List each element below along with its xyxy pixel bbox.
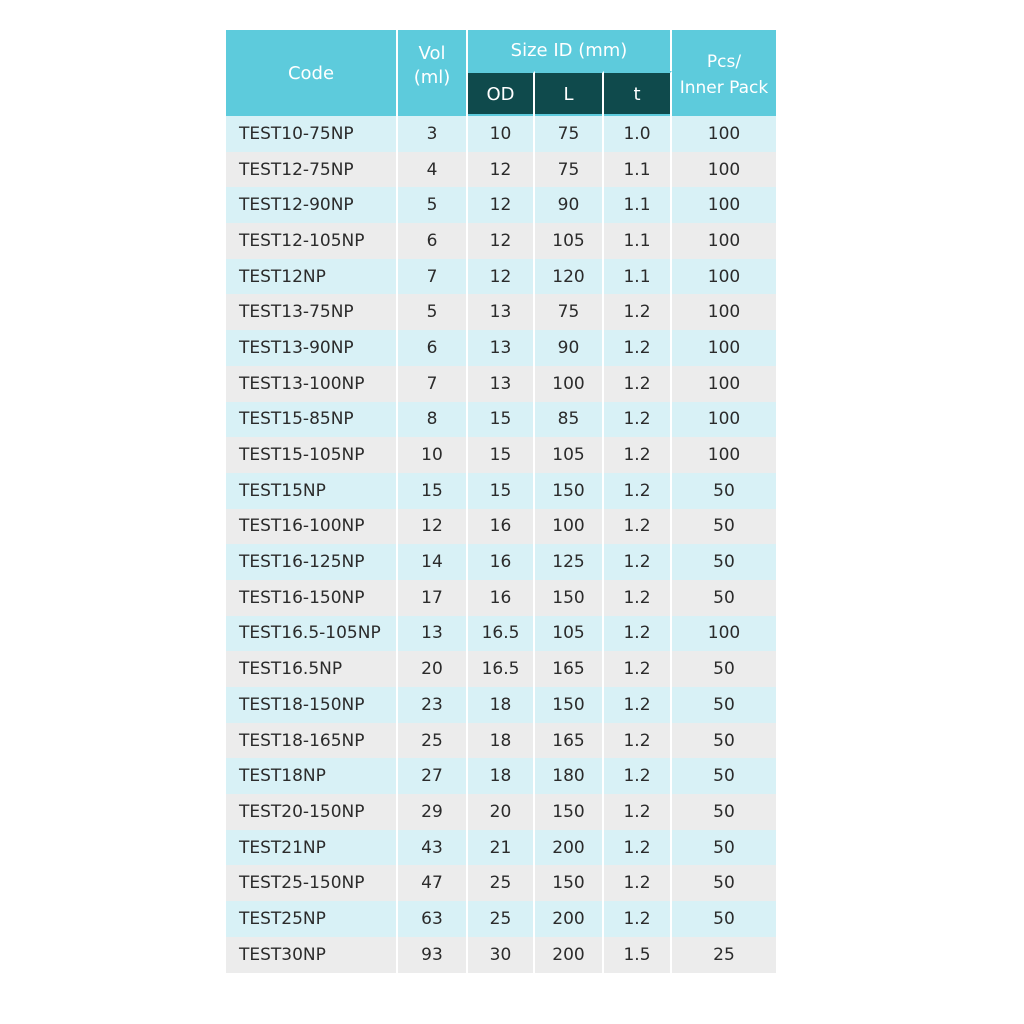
column-header-code: [226, 30, 398, 116]
cell-vol: 6: [398, 330, 468, 366]
cell-pcs: 100: [672, 330, 776, 366]
cell-code: TEST13-75NP: [226, 294, 398, 330]
cell-code: TEST13-90NP: [226, 330, 398, 366]
cell-od: 15: [468, 402, 535, 438]
cell-t: 1.2: [604, 294, 672, 330]
column-header-vol-line2: (ml): [413, 67, 451, 88]
cell-vol: 43: [398, 830, 468, 866]
cell-code: TEST15NP: [226, 473, 398, 509]
cell-code: TEST16.5-105NP: [226, 616, 398, 652]
cell-l: 100: [535, 366, 604, 402]
cell-od: 30: [468, 937, 535, 973]
cell-vol: 27: [398, 758, 468, 794]
cell-l: 105: [535, 437, 604, 473]
cell-code: TEST25NP: [226, 901, 398, 937]
column-header-od-label: OD: [486, 84, 515, 105]
cell-code: TEST30NP: [226, 937, 398, 973]
column-header-od: [468, 71, 535, 116]
cell-vol: 20: [398, 651, 468, 687]
cell-pcs: 100: [672, 152, 776, 188]
column-header-t: [604, 71, 672, 116]
cell-vol: 25: [398, 723, 468, 759]
column-header-vol-line1: Vol: [418, 43, 446, 64]
cell-l: 85: [535, 402, 604, 438]
cell-od: 12: [468, 187, 535, 223]
cell-od: 12: [468, 152, 535, 188]
spec-table: [226, 30, 776, 973]
cell-pcs: 100: [672, 223, 776, 259]
cell-t: 1.2: [604, 794, 672, 830]
cell-l: 75: [535, 152, 604, 188]
cell-vol: 63: [398, 901, 468, 937]
cell-vol: 8: [398, 402, 468, 438]
cell-l: 120: [535, 259, 604, 295]
cell-od: 12: [468, 259, 535, 295]
cell-pcs: 50: [672, 580, 776, 616]
cell-od: 18: [468, 687, 535, 723]
cell-t: 1.2: [604, 651, 672, 687]
cell-t: 1.2: [604, 616, 672, 652]
cell-t: 1.2: [604, 473, 672, 509]
cell-pcs: 100: [672, 366, 776, 402]
cell-od: 25: [468, 865, 535, 901]
cell-pcs: 100: [672, 116, 776, 152]
cell-pcs: 50: [672, 723, 776, 759]
cell-code: TEST15-85NP: [226, 402, 398, 438]
cell-pcs: 50: [672, 865, 776, 901]
cell-pcs: 100: [672, 402, 776, 438]
cell-t: 1.1: [604, 187, 672, 223]
cell-pcs: 50: [672, 544, 776, 580]
cell-code: TEST18-165NP: [226, 723, 398, 759]
cell-pcs: 50: [672, 758, 776, 794]
cell-code: TEST12-75NP: [226, 152, 398, 188]
cell-l: 200: [535, 937, 604, 973]
cell-pcs: 25: [672, 937, 776, 973]
cell-vol: 93: [398, 937, 468, 973]
cell-od: 16: [468, 580, 535, 616]
cell-pcs: 50: [672, 794, 776, 830]
cell-vol: 3: [398, 116, 468, 152]
cell-t: 1.2: [604, 901, 672, 937]
cell-od: 12: [468, 223, 535, 259]
cell-vol: 13: [398, 616, 468, 652]
cell-od: 10: [468, 116, 535, 152]
column-header-pcs-line1: Pcs/: [706, 52, 742, 72]
cell-pcs: 100: [672, 616, 776, 652]
cell-pcs: 50: [672, 651, 776, 687]
cell-vol: 5: [398, 294, 468, 330]
cell-t: 1.2: [604, 723, 672, 759]
column-header-l: [535, 71, 604, 116]
cell-t: 1.2: [604, 544, 672, 580]
cell-od: 15: [468, 437, 535, 473]
cell-t: 1.2: [604, 402, 672, 438]
cell-l: 90: [535, 330, 604, 366]
cell-pcs: 50: [672, 687, 776, 723]
cell-code: TEST18-150NP: [226, 687, 398, 723]
column-header-t-label: t: [633, 84, 641, 105]
cell-t: 1.2: [604, 580, 672, 616]
cell-od: 15: [468, 473, 535, 509]
cell-l: 200: [535, 830, 604, 866]
cell-od: 25: [468, 901, 535, 937]
cell-t: 1.2: [604, 830, 672, 866]
cell-od: 18: [468, 758, 535, 794]
cell-l: 105: [535, 616, 604, 652]
cell-t: 1.2: [604, 330, 672, 366]
cell-vol: 10: [398, 437, 468, 473]
cell-t: 1.2: [604, 437, 672, 473]
cell-code: TEST15-105NP: [226, 437, 398, 473]
cell-l: 75: [535, 116, 604, 152]
cell-od: 21: [468, 830, 535, 866]
cell-t: 1.2: [604, 687, 672, 723]
cell-vol: 15: [398, 473, 468, 509]
cell-od: 16.5: [468, 616, 535, 652]
cell-t: 1.5: [604, 937, 672, 973]
cell-t: 1.1: [604, 223, 672, 259]
cell-vol: 29: [398, 794, 468, 830]
cell-pcs: 100: [672, 294, 776, 330]
cell-l: 165: [535, 651, 604, 687]
cell-t: 1.0: [604, 116, 672, 152]
cell-code: TEST16-100NP: [226, 509, 398, 545]
cell-pcs: 100: [672, 437, 776, 473]
cell-t: 1.2: [604, 366, 672, 402]
cell-code: TEST20-150NP: [226, 794, 398, 830]
cell-l: 75: [535, 294, 604, 330]
cell-t: 1.2: [604, 509, 672, 545]
cell-pcs: 50: [672, 830, 776, 866]
cell-l: 150: [535, 687, 604, 723]
cell-pcs: 100: [672, 187, 776, 223]
column-header-pcs-inner-pack: [672, 30, 776, 116]
cell-pcs: 50: [672, 509, 776, 545]
cell-code: TEST18NP: [226, 758, 398, 794]
cell-od: 13: [468, 330, 535, 366]
cell-l: 180: [535, 758, 604, 794]
cell-pcs: 50: [672, 901, 776, 937]
cell-od: 13: [468, 294, 535, 330]
cell-code: TEST13-100NP: [226, 366, 398, 402]
column-header-size-id: [468, 30, 672, 71]
cell-l: 100: [535, 509, 604, 545]
cell-vol: 4: [398, 152, 468, 188]
cell-l: 150: [535, 794, 604, 830]
cell-code: TEST16-125NP: [226, 544, 398, 580]
cell-l: 90: [535, 187, 604, 223]
column-header-size-id-label: Size ID (mm): [510, 40, 628, 61]
cell-vol: 47: [398, 865, 468, 901]
cell-vol: 6: [398, 223, 468, 259]
cell-l: 125: [535, 544, 604, 580]
cell-t: 1.1: [604, 259, 672, 295]
column-header-code-label: Code: [287, 62, 335, 84]
cell-vol: 14: [398, 544, 468, 580]
cell-code: TEST16.5NP: [226, 651, 398, 687]
cell-code: TEST12-105NP: [226, 223, 398, 259]
cell-code: TEST12-90NP: [226, 187, 398, 223]
cell-l: 105: [535, 223, 604, 259]
cell-vol: 23: [398, 687, 468, 723]
column-header-pcs-line2: Inner Pack: [679, 78, 769, 98]
cell-l: 200: [535, 901, 604, 937]
cell-vol: 7: [398, 366, 468, 402]
cell-code: TEST16-150NP: [226, 580, 398, 616]
column-header-l-label: L: [563, 84, 574, 105]
cell-pcs: 100: [672, 259, 776, 295]
cell-t: 1.2: [604, 758, 672, 794]
cell-code: TEST21NP: [226, 830, 398, 866]
cell-vol: 17: [398, 580, 468, 616]
cell-t: 1.2: [604, 865, 672, 901]
cell-vol: 5: [398, 187, 468, 223]
cell-t: 1.1: [604, 152, 672, 188]
cell-l: 165: [535, 723, 604, 759]
cell-od: 13: [468, 366, 535, 402]
cell-code: TEST12NP: [226, 259, 398, 295]
column-header-vol: [398, 30, 468, 116]
cell-pcs: 50: [672, 473, 776, 509]
cell-od: 18: [468, 723, 535, 759]
cell-od: 20: [468, 794, 535, 830]
cell-l: 150: [535, 580, 604, 616]
cell-od: 16: [468, 544, 535, 580]
cell-vol: 7: [398, 259, 468, 295]
cell-od: 16.5: [468, 651, 535, 687]
cell-od: 16: [468, 509, 535, 545]
cell-code: TEST10-75NP: [226, 116, 398, 152]
cell-l: 150: [535, 865, 604, 901]
cell-vol: 12: [398, 509, 468, 545]
cell-code: TEST25-150NP: [226, 865, 398, 901]
cell-l: 150: [535, 473, 604, 509]
